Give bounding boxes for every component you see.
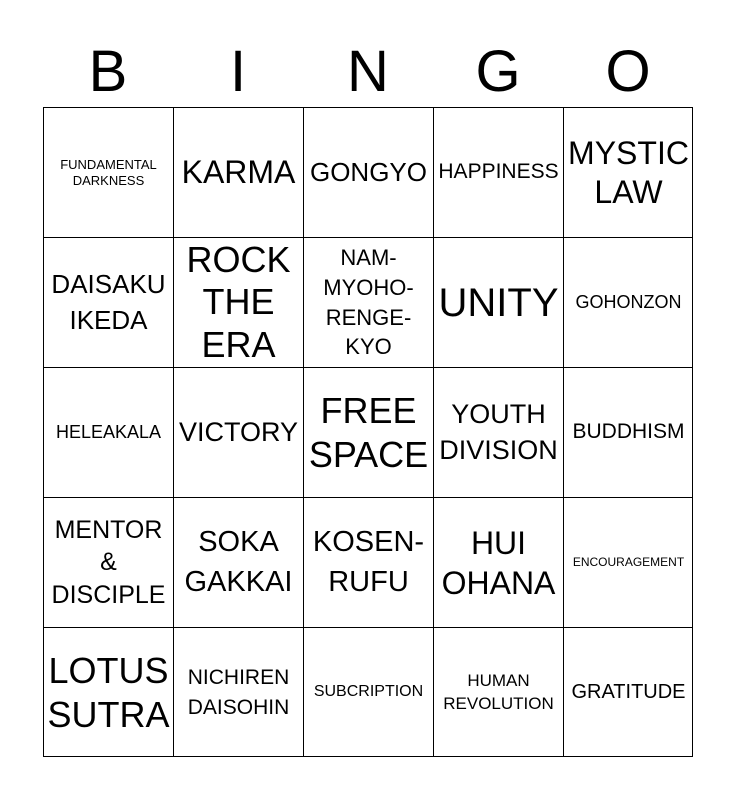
cell-label: HUI OHANA [441,524,556,601]
bingo-cell-r1-c4[interactable] [433,107,563,237]
bingo-grid [43,107,693,757]
cell-label: GONGYO [309,156,427,187]
cell-label: HAPPINESS [438,160,559,184]
cell-label: SUBCRIPTION [313,683,424,701]
cell-label: FUNDAMENTAL DARKNESS [60,156,157,188]
cell-label: UNITY [438,280,559,325]
cell-label: VICTORY [178,417,299,448]
cell-label: DAISAKU IKEDA [51,269,166,335]
bingo-cell-r1-c2[interactable] [173,107,303,237]
cell-label: HELEAKALA [55,421,162,442]
cell-label: LOTUS SUTRA [47,650,170,735]
header-letter-g: G [475,39,521,104]
bingo-cell-r2-c5[interactable] [563,237,693,367]
bingo-cell-r1-c1[interactable] [43,107,173,237]
cell-label: MENTOR & DISCIPLE [51,515,166,609]
header-letter-i: I [229,39,247,104]
cell-label: GOHONZON [575,291,682,312]
bingo-cell-r5-c4[interactable] [433,627,563,757]
cell-label: NICHIREN DAISOHIN [187,666,290,719]
cell-label: HUMAN REVOLUTION [443,671,554,713]
bingo-cell-r3-c2[interactable] [173,367,303,497]
bingo-cell-r5-c2[interactable] [173,627,303,757]
bingo-cell-r5-c3[interactable] [303,627,433,757]
bingo-cell-r3-c5[interactable] [563,367,693,497]
cell-label: MYSTIC LAW [568,135,689,210]
bingo-cell-r4-c2[interactable] [173,497,303,627]
cell-label: YOUTH DIVISION [439,399,558,465]
cell-label: ROCK THE ERA [186,238,291,365]
bingo-cell-r5-c1[interactable] [43,627,173,757]
cell-label: FREE SPACE [308,390,429,475]
bingo-cell-r3-c3[interactable] [303,367,433,497]
bingo-cell-r2-c3[interactable] [303,237,433,367]
bingo-cell-r2-c2[interactable] [173,237,303,367]
header-letter-b: B [88,39,128,104]
cell-label: BUDDHISM [572,420,685,444]
cell-label: ENCOURAGEMENT [572,555,685,570]
bingo-cell-r4-c3[interactable] [303,497,433,627]
cell-label: NAM-MYOHO-RENGE-KYO [323,245,414,360]
bingo-cell-r4-c5[interactable] [563,497,693,627]
bingo-cell-r4-c4[interactable] [433,497,563,627]
bingo-cell-r3-c4[interactable] [433,367,563,497]
bingo-header [43,38,693,106]
bingo-cell-r4-c1[interactable] [43,497,173,627]
bingo-cell-r1-c3[interactable] [303,107,433,237]
bingo-cell-r2-c1[interactable] [43,237,173,367]
bingo-cell-r3-c1[interactable] [43,367,173,497]
header-letter-o: O [605,39,651,104]
bingo-cell-r1-c5[interactable] [563,107,693,237]
cell-label: KOSEN-RUFU [312,526,425,598]
cell-label: SOKA GAKKAI [184,526,293,598]
header-letter-n: N [347,39,389,104]
bingo-cell-r5-c5[interactable] [563,627,693,757]
cell-label: KARMA [181,153,296,190]
cell-label: GRATITUDE [571,681,686,703]
bingo-cell-r2-c4[interactable] [433,237,563,367]
